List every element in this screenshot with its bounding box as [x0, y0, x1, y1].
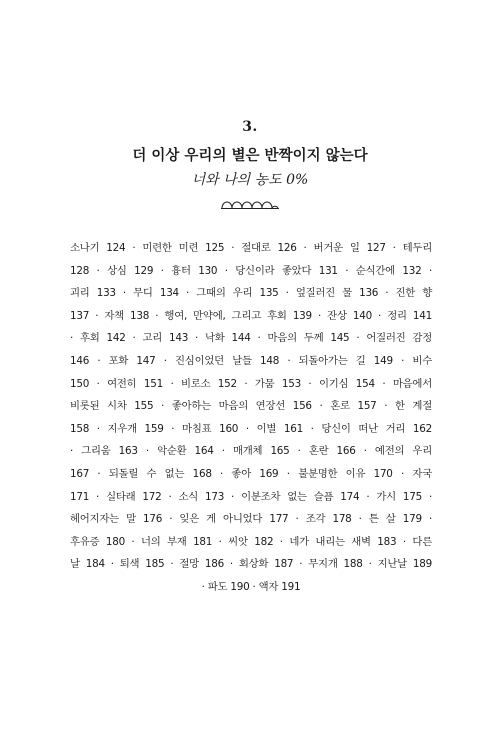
- toc-line: · 파도 190 · 액자 191: [201, 580, 301, 593]
- toc-line: 150 · 여전히 151 · 비로소 152 · 가뭄 153 · 이기심 154 · 마음에서: [70, 377, 432, 390]
- toc-line: 167 · 되돌릴 수 없는 168 · 좋아 169 · 불분명한 이유 170 · 자국: [70, 467, 432, 480]
- table-of-contents: [70, 237, 432, 599]
- toc-line: 146 · 포화 147 · 진심이었던 날들 148 · 되돌아가는 길 149 · 비수: [70, 354, 432, 367]
- toc-line: · 후회 142 · 고리 143 · 낙화 144 · 마음의 두께 145 · 어질러진 감정: [70, 332, 432, 345]
- toc-line: 137 · 자책 138 · 행여, 만약에, 그리고 후회 139 · 잔상 140 · 정리 141: [70, 309, 432, 322]
- chapter-subtitle: 너와 나의 농도 0%: [191, 172, 309, 188]
- toc-line: 날 184 · 퇴색 185 · 절망 186 · 회상화 187 · 무지개 188 · 지난날 189: [70, 558, 432, 571]
- chapter-title: 더 이상 우리의 별은 반짝이지 않는다: [132, 147, 368, 164]
- toc-line: · 그리움 163 · 악순환 164 · 매개체 165 · 혼란 166 · 예전의 우리: [70, 445, 432, 458]
- toc-line: 비롯된 시차 155 · 좋아하는 마음의 연장선 156 · 혼로 157 · 한 계절: [70, 400, 432, 413]
- toc-line: 괴리 133 · 무디 134 · 그때의 우리 135 · 엎질러진 물 136 · 진한 향: [70, 287, 432, 300]
- toc-line: 158 · 지우개 159 · 마침표 160 · 이별 161 · 당신이 떠난 거리 162: [70, 422, 432, 435]
- toc-line: 171 · 실타래 172 · 소식 173 · 이분조차 없는 슬픔 174 · 가시 175 ·: [70, 490, 432, 503]
- chapter-number: 3.: [242, 119, 258, 135]
- chapter-header: [0, 118, 500, 210]
- toc-line: 헤어지자는 말 176 · 잊은 게 아니었다 177 · 조각 178 · 튼 살 179 ·: [70, 513, 432, 526]
- toc-line: 소나기 124 · 미련한 미련 125 · 절대로 126 · 버거운 일 127 · 테두리: [70, 242, 432, 254]
- toc-line: 128 · 상심 129 · 흉터 130 · 당신이라 좋았다 131 · 순식간에 132 ·: [70, 264, 432, 277]
- toc-line: 후유증 180 · 너의 부재 181 · 씨앗 182 · 네가 내리는 새벽 183 · 다른: [70, 535, 432, 548]
- scallop-ornament-icon: [220, 196, 280, 210]
